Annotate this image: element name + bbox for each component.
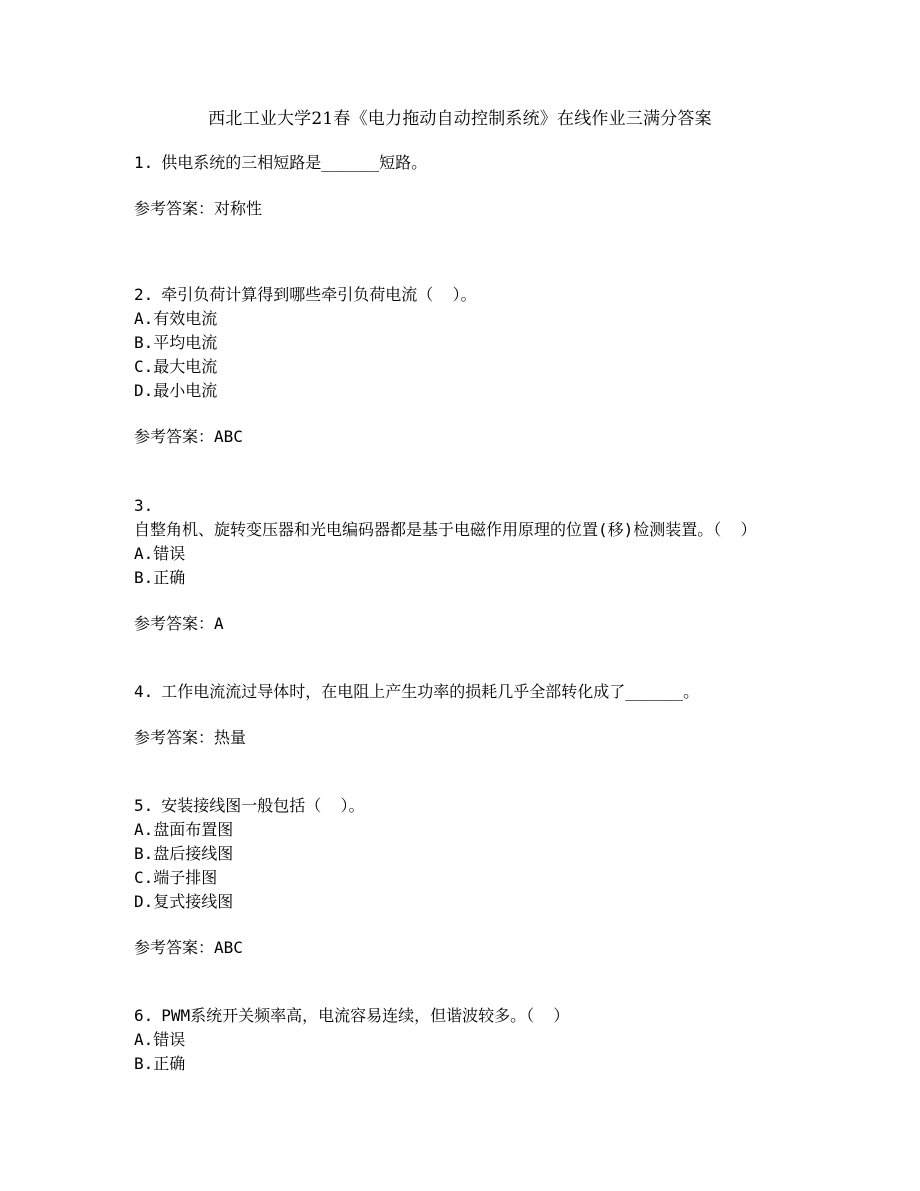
answer-line (134, 197, 794, 221)
question-4 (134, 680, 794, 750)
question-text: 牵引负荷计算得到哪些牵引负荷电流（ ）。 (161, 285, 477, 304)
question-2 (134, 283, 794, 449)
answer-label: 参考答案： (134, 427, 215, 446)
question-5 (134, 794, 794, 960)
question-stem (134, 680, 794, 704)
question-stem (134, 283, 794, 307)
question-number: 5. (134, 796, 154, 815)
option-d: D.最小电流 (134, 381, 218, 400)
option-d: D.复式接线图 (134, 892, 234, 911)
option-a: A.有效电流 (134, 309, 218, 328)
question-text: 供电系统的三相短路是______短路。 (161, 153, 428, 172)
question-1 (134, 151, 794, 221)
option-a: A.错误 (134, 1030, 186, 1049)
option-a: A.盘面布置图 (134, 820, 234, 839)
question-number: 1. (134, 153, 154, 172)
question-stem (134, 794, 794, 818)
question-number: 2. (134, 285, 154, 304)
answer-label: 参考答案： (134, 199, 215, 218)
option-c: C.端子排图 (134, 868, 218, 887)
question-stem (134, 1004, 794, 1028)
question-text: 自整角机、旋转变压器和光电编码器都是基于电磁作用原理的位置(移)检测装置。（ ） (134, 520, 757, 539)
question-stem (134, 151, 794, 175)
option-c: C.最大电流 (134, 357, 218, 376)
question-text: 安装接线图一般包括（ ）。 (161, 796, 365, 815)
answer-value: A (214, 614, 224, 633)
answer-label: 参考答案： (134, 728, 215, 747)
question-number-line (134, 494, 794, 518)
answer-line (134, 726, 794, 750)
answer-line (134, 612, 794, 636)
answer-label: 参考答案： (134, 938, 215, 957)
question-3 (134, 494, 794, 636)
question-text: 工作电流流过导体时，在电阻上产生功率的损耗几乎全部转化成了______。 (161, 682, 700, 701)
question-number: 6. (134, 1006, 154, 1025)
option-b: B.平均电流 (134, 333, 218, 352)
option-b: B.正确 (134, 1054, 186, 1073)
option-a: A.错误 (134, 544, 186, 563)
answer-label: 参考答案： (134, 614, 215, 633)
question-number: 3. (134, 496, 154, 515)
option-b: B.正确 (134, 568, 186, 587)
answer-line (134, 425, 794, 449)
question-text: PWM系统开关频率高，电流容易连续，但谐波较多。（ ） (161, 1006, 570, 1025)
option-b: B.盘后接线图 (134, 844, 234, 863)
answer-value: 热量 (214, 728, 247, 747)
question-list (134, 151, 794, 1120)
answer-value: ABC (214, 427, 243, 446)
answer-value: 对称性 (214, 199, 263, 218)
question-6 (134, 1004, 794, 1076)
question-number: 4. (134, 682, 154, 701)
answer-value: ABC (214, 938, 243, 957)
answer-line (134, 936, 794, 960)
document-title: 西北工业大学21春《电力拖动自动控制系统》在线作业三满分答案 (208, 109, 712, 129)
